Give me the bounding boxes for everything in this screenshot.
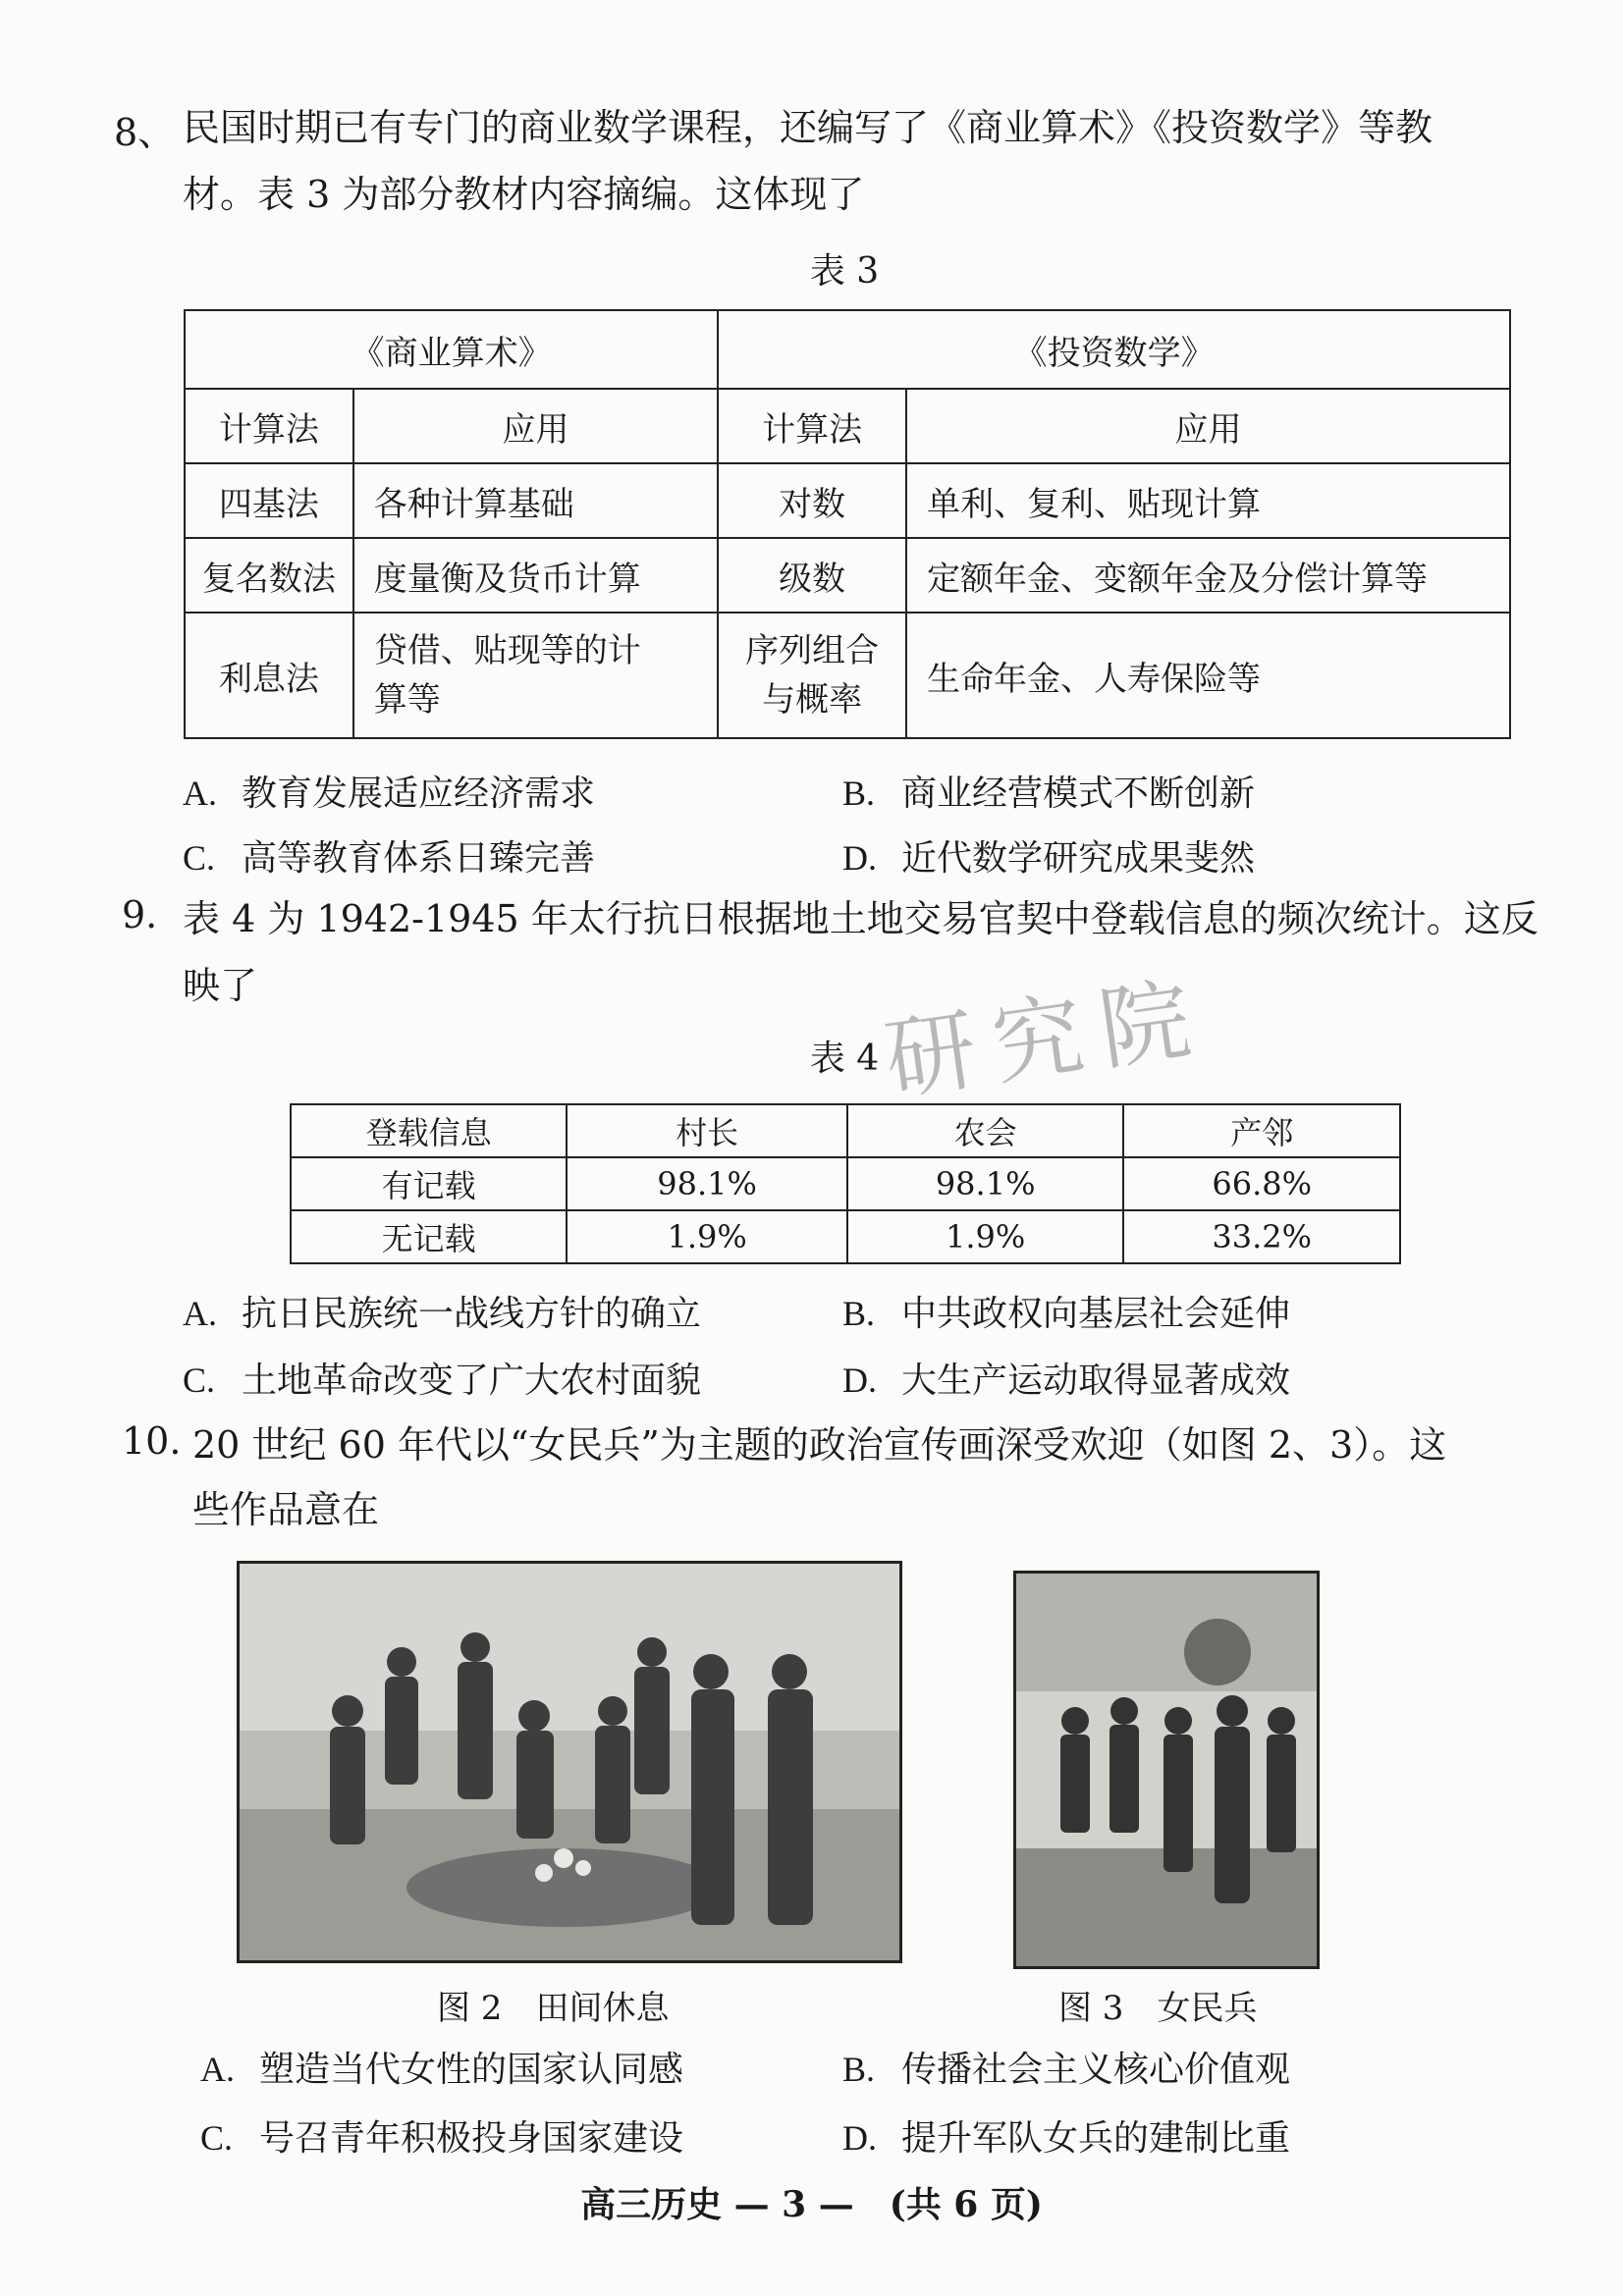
table3-cell: 定额年金、变额年金及分偿计算等: [906, 538, 1510, 613]
table3-cell: 度量衡及货币计算: [353, 538, 718, 613]
q9-stem-line1: 表 4 为 1942-1945 年太行抗日根据地土地交易官契中登载信息的频次统计。这反: [183, 897, 1539, 940]
table3-header-method2: 计算法: [718, 389, 906, 463]
table3-cell: [353, 613, 718, 738]
watermark-stamp: 研究院: [879, 964, 1215, 1114]
option-text: 教育发展适应经济需求: [242, 774, 596, 814]
table4-cell: 98.1%: [567, 1157, 847, 1210]
q8-number: 8、: [114, 111, 176, 154]
table3-cell-line: 贷借、贴现等的计: [373, 631, 641, 670]
table3-book2: 《投资数学》: [718, 310, 1510, 389]
table3-cell: 各种计算基础: [353, 463, 718, 538]
option-text: 大生产运动取得显著成效: [901, 1361, 1291, 1401]
option-label: D.: [842, 1361, 877, 1400]
figure2-image: [237, 1561, 902, 1963]
q9-option-b[interactable]: [842, 1286, 1290, 1336]
option-text: 提升军队女兵的建制比重: [901, 2118, 1291, 2159]
table4-header: 产邻: [1123, 1104, 1400, 1157]
q10-option-d[interactable]: [842, 2110, 1290, 2161]
table3-header-use2: 应用: [906, 389, 1510, 463]
option-label: B.: [842, 2050, 876, 2089]
q9-number: 9.: [122, 893, 158, 936]
option-text: 号召青年积极投身国家建设: [259, 2118, 684, 2159]
q10-number: 10.: [122, 1419, 182, 1463]
table3-book1: 《商业算术》: [185, 310, 718, 389]
q9-option-d[interactable]: [842, 1353, 1290, 1403]
option-label: C.: [183, 838, 216, 878]
table3-header-use1: 应用: [353, 389, 718, 463]
q10-option-a[interactable]: [200, 2042, 683, 2092]
table4-cell: 33.2%: [1123, 1210, 1400, 1263]
page-footer: 高三历史 — 3 — (共 6 页): [580, 2184, 1043, 2225]
table3-cell: 利息法: [185, 613, 353, 738]
table4-cell: 有记载: [291, 1157, 567, 1210]
table4-header: 农会: [847, 1104, 1124, 1157]
table3-header-method1: 计算法: [185, 389, 353, 463]
table4-header: 村长: [567, 1104, 847, 1157]
table3-cell-line: 与概率: [762, 680, 863, 720]
table4-cell: 1.9%: [567, 1210, 847, 1263]
option-label: A.: [200, 2050, 235, 2089]
option-text: 传播社会主义核心价值观: [901, 2050, 1291, 2090]
table4-cell: 1.9%: [847, 1210, 1124, 1263]
q8-stem-line2: 材。表 3 为部分教材内容摘编。这体现了: [183, 173, 865, 216]
q10-stem-line1: 20 世纪 60 年代以“女民兵”为主题的政治宣传画深受欢迎（如图 2、3）。这: [192, 1423, 1447, 1467]
option-text: 近代数学研究成果斐然: [901, 838, 1256, 879]
option-label: A.: [183, 774, 217, 813]
option-label: D.: [842, 2118, 877, 2158]
q8-option-b[interactable]: [842, 766, 1255, 816]
table4-title: 表 4: [809, 1039, 880, 1079]
figure3-caption: 图 3 女民兵: [1058, 1989, 1258, 2028]
table4-cell: 98.1%: [847, 1157, 1124, 1210]
option-text: 高等教育体系日臻完善: [242, 838, 596, 879]
option-label: B.: [842, 1294, 876, 1333]
table3-cell-line: 算等: [373, 680, 441, 720]
q8-option-d[interactable]: [842, 830, 1255, 881]
option-text: 土地革命改变了广大农村面貌: [242, 1361, 702, 1401]
table3-cell: [718, 613, 906, 738]
figure2-caption: 图 2 田间休息: [437, 1989, 670, 2028]
option-label: A.: [183, 1294, 217, 1333]
table3-title: 表 3: [809, 251, 880, 292]
table3-cell-line: 序列组合: [745, 631, 880, 670]
option-text: 商业经营模式不断创新: [901, 774, 1256, 814]
table3-cell: 四基法: [185, 463, 353, 538]
option-label: C.: [200, 2118, 234, 2158]
q10-option-c[interactable]: [200, 2110, 683, 2161]
table3-cell: 生命年金、人寿保险等: [906, 613, 1510, 738]
q9-stem-line2: 映了: [183, 964, 258, 1007]
option-label: B.: [842, 774, 876, 813]
table4: [290, 1103, 1401, 1264]
q10-option-b[interactable]: [842, 2042, 1290, 2092]
option-text: 中共政权向基层社会延伸: [901, 1294, 1291, 1334]
option-label: C.: [183, 1361, 216, 1400]
table3: [184, 309, 1511, 739]
q9-option-c[interactable]: [183, 1353, 701, 1403]
q8-option-a[interactable]: [183, 766, 595, 816]
figure3-image: [1013, 1571, 1320, 1969]
table3-cell: 级数: [718, 538, 906, 613]
option-text: 抗日民族统一战线方针的确立: [242, 1294, 702, 1334]
q9-option-a[interactable]: [183, 1286, 701, 1336]
option-label: D.: [842, 838, 877, 878]
q8-stem-line1: 民国时期已有专门的商业数学课程，还编写了《商业算术》《投资数学》等教: [183, 106, 1434, 149]
q8-option-c[interactable]: [183, 830, 595, 881]
q10-stem-line2: 些作品意在: [192, 1488, 380, 1531]
table4-header: 登载信息: [291, 1104, 567, 1157]
table3-cell: 复名数法: [185, 538, 353, 613]
table4-cell: 66.8%: [1123, 1157, 1400, 1210]
option-text: 塑造当代女性的国家认同感: [259, 2050, 684, 2090]
table3-cell: 单利、复利、贴现计算: [906, 463, 1510, 538]
table3-cell: 对数: [718, 463, 906, 538]
table4-cell: 无记载: [291, 1210, 567, 1263]
